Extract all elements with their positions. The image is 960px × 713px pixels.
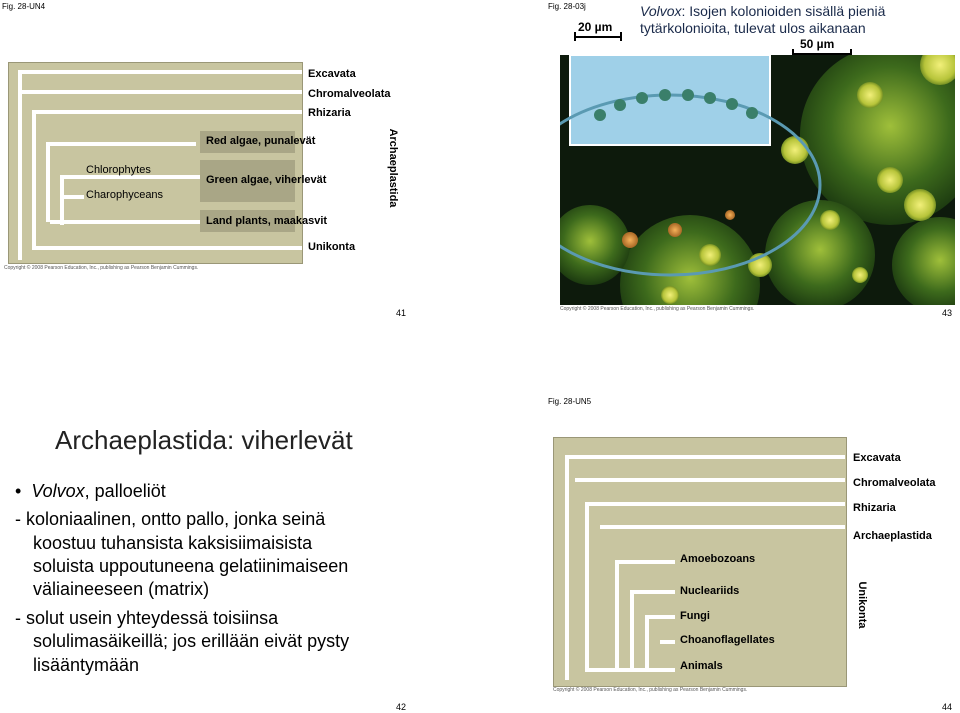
scale-bar-small [574,36,622,38]
volvox-micrograph [560,55,955,305]
scale-large-label: 50 µm [800,37,835,51]
scale-small-label: 20 µm [578,20,613,34]
lineage-fungi: Fungi [680,610,710,622]
subgroup-red-algae: Red algae, punalevät [206,135,316,147]
subgroup-green-algae: Green algae, viherlevät [206,174,327,186]
group-chromalveolata: Chromalveolata [308,88,391,100]
lineage-amoebozoans: Amoebozoans [680,553,756,565]
group-archaeplastida: Archaeplastida [853,530,932,542]
caption-rest: : Isojen kolonioiden sisällä pieniä tytärkolonioita, tulevat ulos aikanaan [640,3,886,36]
text-line-4: väliaineeseen (matrix) [33,579,210,599]
lineage-nucleariids: Nucleariids [680,585,740,597]
group-rhizaria: Rhizaria [308,107,351,119]
fig-label: Fig. 28-03j [548,2,586,11]
page-number: 43 [942,308,953,318]
fig-label: Fig. 28-UN4 [2,2,46,11]
group-excavata: Excavata [853,452,901,464]
copyright: Copyright © 2008 Pearson Education, Inc., publishing as Pearson Benjamin Cummings. [4,265,199,271]
land-plants-box [200,210,328,232]
green-algae-box [200,160,327,202]
lineage-chlorophytes: Chlorophytes [86,164,151,176]
text-line-5: - solut usein yhteydessä toisiinsa [15,608,279,628]
bullet-volvox: • Volvox, palloeliöt [15,481,166,501]
volvox-colonies-image [560,55,955,305]
page-number: 42 [396,702,407,712]
text-line-1: - koloniaalinen, ontto pallo, jonka seinä [15,509,326,529]
caption [640,3,950,37]
text-line-7: lisääntymään [33,655,140,675]
page-number: 41 [396,308,407,318]
lineage-charophyceans: Charophyceans [86,189,164,201]
text-line-6: solulimasäikeillä; jos erillään eivät pysty [33,631,350,651]
slide-title: Archaeplastida: viherlevät [55,425,353,455]
text-line-2: koostuu tuhansista kaksisiimaisista [33,533,313,553]
group-rhizaria: Rhizaria [853,502,896,514]
page-number: 44 [942,702,953,712]
group-excavata: Excavata [308,68,356,80]
subgroup-land-plants: Land plants, maakasvit [206,215,328,227]
group-chromalveolata: Chromalveolata [853,477,936,489]
bullet-rest: , palloeliöt [84,481,166,501]
vertical-label-archaeplastida: Archaeplastida [387,128,399,208]
bullet-italic: Volvox [31,481,85,501]
caption-italic: Volvox [640,3,682,19]
lineage-animals: Animals [680,660,723,672]
red-algae-box [200,131,316,153]
copyright: Copyright © 2008 Pearson Education, Inc., publishing as Pearson Benjamin Cummings. [553,687,748,693]
text-line-3: soluista uppoutuneena gelatiinimaiseen [33,556,349,576]
vertical-label-unikonta: Unikonta [856,581,868,629]
group-unikonta: Unikonta [308,241,356,253]
fig-label: Fig. 28-UN5 [548,397,592,406]
copyright: Copyright © 2008 Pearson Education, Inc., publishing as Pearson Benjamin Cummings. [560,306,755,312]
lineage-choanoflagellates: Choanoflagellates [680,634,775,646]
